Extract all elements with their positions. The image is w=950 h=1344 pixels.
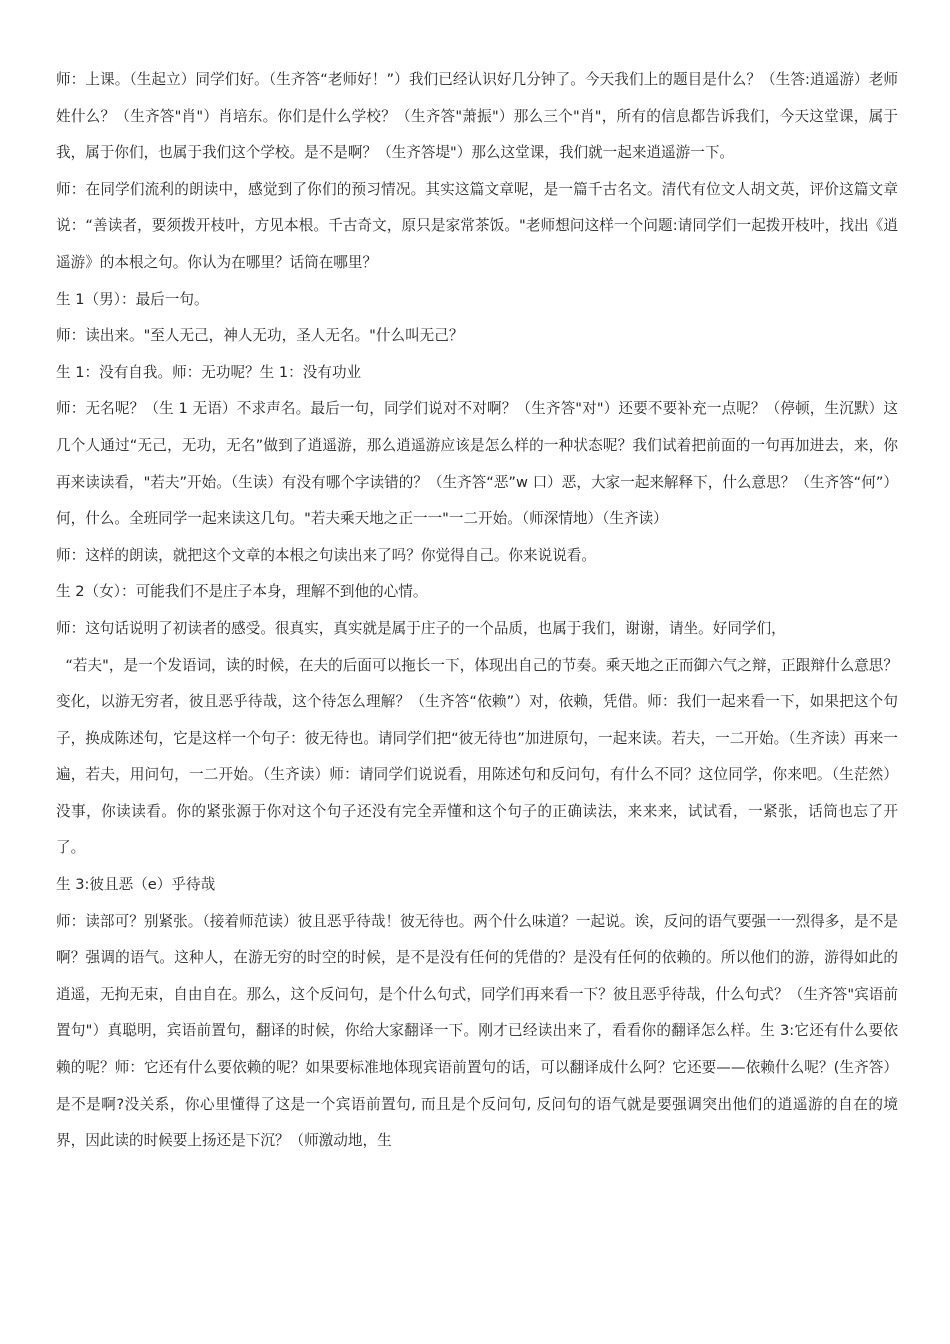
paragraph-opening: 师：上课。（生起立）同学们好。（生齐答“老师好！”）我们已经认识好几分钟了。今天我们上的题目是什么？（生答:逍遥游）老师姓什么？（生齐答"肖"）肖培东。你们是什么学校？（生齐答"萧振"）那么三个"肖"，所有的信息都告诉我们，今天这堂课，属于我，属于你们，也属于我们这个学校。是不是啊？（生齐答堤"）那么这堂课，我们就一起来逍遥游一下。 [56,71,898,162]
paragraph-teacher-feeling: 师：这句话说明了初读者的感受。很真实，真实就是属于庄子的一个品质，也属于我们，谢谢，请坐。好同学们， [56,619,786,637]
paragraph-student-1-answer: 生 1：没有自我。师：无功呢？生 1：没有功业 [56,363,362,381]
paragraph-student-3: 生 3:彼且恶（e）乎待哉 [56,876,216,894]
paragraph-ruofu-explanation: “若夫"，是一个发语词，读的时候，在夫的后面可以拖长一下，体现出自己的节奏。乘天地之正而御六气之辩，正跟辩什么意思？变化，以游无穷者，彼且恶乎待哉，这个待怎么理解？（生齐答“依赖”）对，依赖，凭借。师：我们一起来看一下，如果把这个句子，换成陈述句，它是这样一个句子：彼无待也。请同学们把“彼无待也”加进原句，一起来读。若夫，一二开始。（生齐读）再来一遍，若夫，用问句，一二开始。（生齐读）师：请同学们说说看，用陈述句和反问句，有什么不同？这位同学，你来吧。（生茫然）没事，你读读看。你的紧张源于你对这个句子还没有完全弄懂和这个句子的正确读法，来来来，试试看，一紧张，话筒也忘了开了。 [56,656,899,857]
paragraph-student-2: 生 2（女）：可能我们不是庄子本身，理解不到他的心情。 [56,583,428,601]
paragraph-teacher-reading: 师：这样的朗读，就把这个文章的本根之句读出来了吗？你觉得自己。你来说说看。 [56,546,596,564]
paragraph-teacher-rhetorical: 师：读部可？别紧张。（接着师范读）彼且恶乎待哉！彼无待也。两个什么味道？一起说。诶，反问的语气要强一一烈得多，是不是啊？强调的语气。这种人，在游无穷的时空的时候，是不是没有任何的凭借的？是没有任何的依赖的。所以他们的游，游得如此的逍遥，无拘无束，自由自在。那么，这个反问句，是个什么句式，同学们再来看一下？彼且恶乎待哉，什么句式？（生齐答"宾语前置句"）真聪明，宾语前置句，翻译的时候，你给大家翻译一下。刚才已经读出来了，看看你的翻译怎么样。生 3:它还有什么要依赖的呢？师：它还有什么要依赖的呢？如果要标准地体现宾语前置句的话，可以翻译成什么阿？它还要——依赖什么呢？(生齐答）是不是啊?没关系，你心里懂得了这是一个宾语前置句, 而且是个反问句, 反问句的语气就是要强调突出他们的逍遥游的自在的境界，因此读的时候要上扬还是下沉？（师激动地，生 [56,912,898,1150]
paragraph-teacher-read: 师：读出来。"至人无己，神人无功，圣人无名。"什么叫无己？ [56,327,464,345]
paragraph-teacher-question: 师：在同学们流利的朗读中，感觉到了你们的预习情况。其实这篇文章呢，是一篇千古名文。清代有位文人胡文英，评价这篇文章说：“善读者，要须拨开枝叶，方见本根。千古奇文，原只是家常茶饭。"老师想问这样一个问题:请同学们一起拨开枝叶，找出《逍遥游》的本根之句。你认为在哪里？话筒在哪里？ [56,180,898,271]
paragraph-student-1: 生 1（男）：最后一句。 [56,290,209,308]
lesson-transcript [56,62,898,1160]
paragraph-teacher-wuming: 师：无名呢？（生 1 无语）不求声名。最后一句，同学们说对不对啊？（生齐答"对"）还要不要补充一点呢？（停顿，生沉默）这几个人通过“无己，无功，无名”做到了逍遥游，那么逍遥游应该是怎么样的一种状态呢？我们试着把前面的一句再加进去，来，你再来读读看，"若夫”开始。（生读）有没有哪个字读错的？（生齐答“恶”w 口）恶，大家一起来解释下，什么意思？（生齐答“何”）何，什么。全班同学一起来读这几句。"若夫乘天地之正一一"一二开始。（师深情地）（生齐读） [56,400,898,528]
